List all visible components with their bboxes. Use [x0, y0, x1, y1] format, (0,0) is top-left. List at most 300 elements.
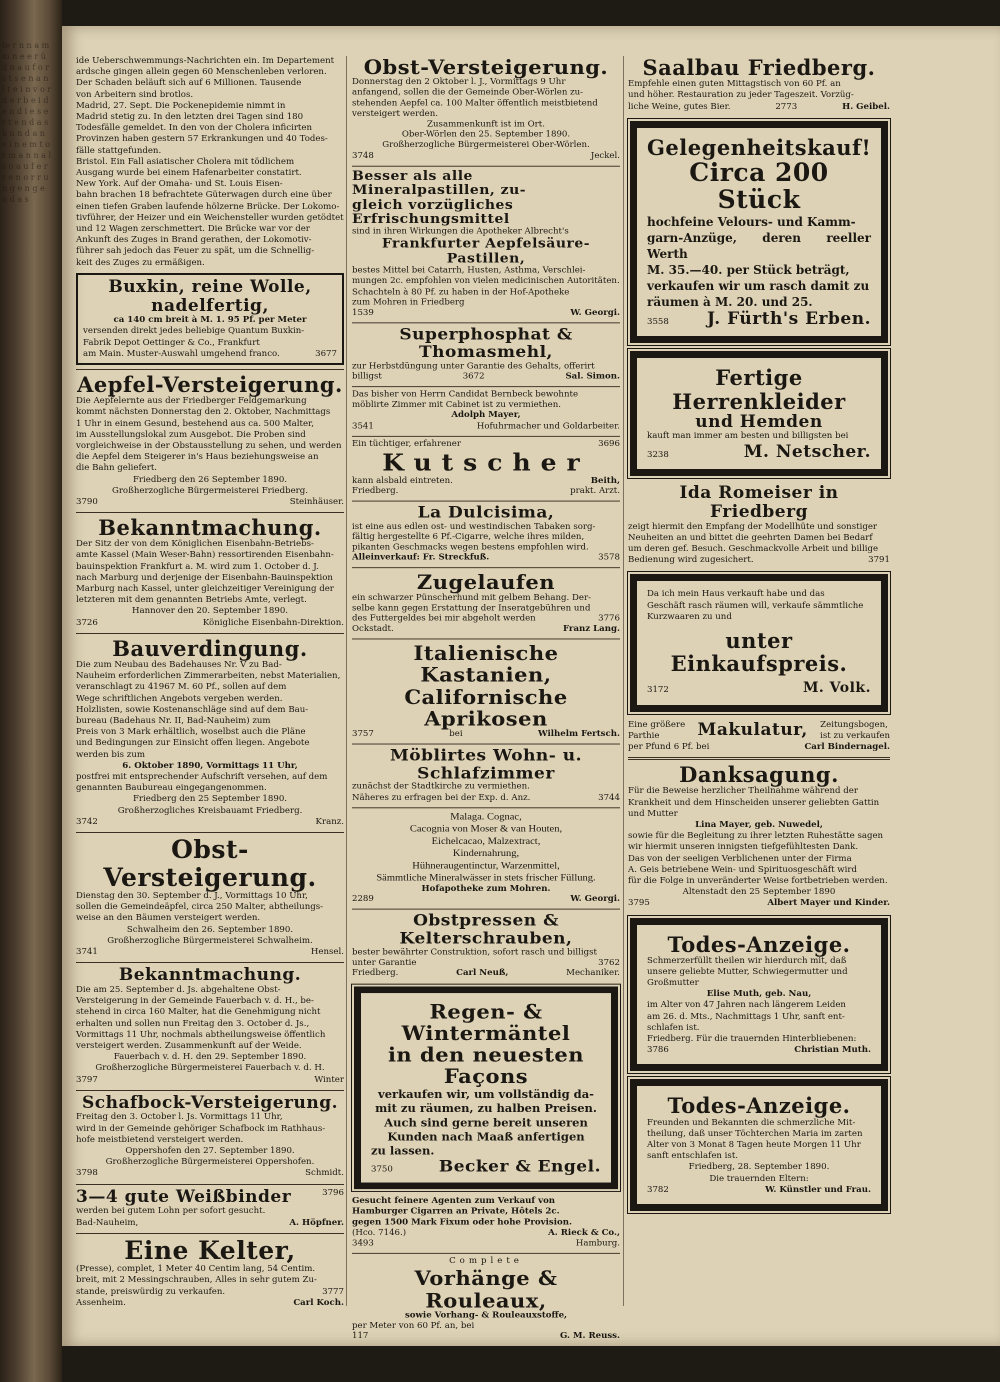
- aepfel-ad: [76, 373, 344, 508]
- signature-line: [647, 681, 871, 696]
- text-line: genannten Baubureau eingegangenommen.: [76, 783, 267, 794]
- text-line: gleich vorzügliches Erfrischungsmittel: [352, 197, 514, 227]
- text-line: 1 Uhr in einem Gesund, bestehend aus ca. 500 Malter,: [76, 418, 314, 429]
- schafbock-heading: Schafbock-Versteigerung.: [81, 1092, 339, 1113]
- signature-line: [352, 958, 620, 969]
- text-line: Hofapotheke zum Mohren.: [421, 884, 551, 894]
- text-line: Großherzogliche Bürgermeisterei Friedberg.: [111, 485, 309, 496]
- text-line: Eichelcacao, Malzextract,: [431, 836, 541, 847]
- text-line: kann alsbald eintreten.: [352, 475, 453, 486]
- signature-line: [352, 625, 620, 636]
- text-line: ist eine aus edlen ost- und westindischen Tabaken sorg-: [352, 521, 596, 532]
- text-line: Lina Mayer, geb. Nuwedel,: [695, 819, 823, 830]
- divider: [352, 807, 620, 808]
- saalbau-ad: [628, 56, 890, 113]
- text-line: Madrid stetig zu. In den letzten drei Tagen sind 180: [76, 112, 304, 123]
- todesanzeige-ad-2: [630, 1079, 888, 1211]
- text-line: am 26. d. Mts., Nachmittags 1 Uhr, sanft ent-: [647, 1011, 845, 1022]
- text-line: werden bei gutem Lohn per sofort gesucht.: [76, 1206, 266, 1217]
- text-line: Sämmtliche Mineralwässer in stets frischer Füllung.: [376, 872, 596, 884]
- divider: [352, 744, 620, 745]
- text-line: Schmidt.: [305, 1168, 344, 1179]
- text-line: amte Kassel (Main Weser-Bahn) ressortirenden Eisenbahn-: [76, 550, 334, 561]
- text-line: Bedienung wird zugesichert.: [628, 555, 754, 566]
- text-line: Ober-Wörlen den 25. September 1890.: [401, 130, 571, 140]
- divider: [76, 512, 344, 513]
- text-line: Friedberg den 26 September 1890.: [132, 474, 288, 485]
- text-line: Kunden nach Maaß anfertigen: [387, 1129, 585, 1143]
- signature-line: [628, 102, 890, 113]
- divider: [352, 501, 620, 502]
- text-line: Eine größere: [628, 719, 686, 730]
- text-line: billigst: [352, 371, 382, 382]
- text-line: Kranz.: [315, 816, 344, 827]
- text-line: A. Geis betriebene Wein- und Spirituosgeschäft wird: [628, 864, 857, 875]
- text-line: selbe kann gegen Erstattung der Inseratgebühren und: [352, 603, 591, 613]
- todesanzeige-ad: [630, 918, 888, 1072]
- signature-line: [76, 497, 344, 508]
- signature-line: [352, 969, 620, 980]
- text-line: sowie Vorhang- & Rouleauxstoffe,: [404, 1310, 568, 1321]
- zugelaufen-ad: [352, 571, 620, 635]
- text-line: Circa 200 Stück: [689, 157, 829, 215]
- text-line: Beith,: [590, 475, 620, 486]
- signature-line: [76, 1188, 344, 1207]
- signature-line: [371, 1158, 601, 1176]
- signature-line: [352, 614, 620, 625]
- text-line: liche Weine, gutes Bier.: [628, 101, 731, 112]
- text-line: 2289: [352, 894, 374, 904]
- danksagung-ad: [628, 763, 890, 909]
- divider: [76, 962, 344, 963]
- superphosphat-ad: [352, 326, 620, 382]
- text-line: Besser als alle Mineralpastillen, zu-: [352, 168, 527, 198]
- obstpressen-ad: [352, 913, 620, 980]
- text-line: einen tiefen Graben laufende hölzerne Brücke. Der Lokomo-: [76, 201, 340, 212]
- text-line: Carl Neuß,: [456, 968, 509, 978]
- text-line: sowie für die Begleitung zu ihrer letzten Ruhestätte sagen: [628, 831, 884, 842]
- text-line: stehenden Aepfel ca. 100 Malter öffentlich meistbietend: [352, 98, 598, 109]
- signature-line: [76, 1287, 344, 1298]
- spine-text: te r n n a m m n e e r ü d n a u f o r s t s e n a n l t e i n v o r d e r b e i d e n d i e s e r t e n d a s k u n d a n e i n e m t o r m a n n a l s o a u f e r r e n o r r u n g e n g e n d a s: [2, 41, 52, 204]
- signature-line: [352, 895, 620, 906]
- aepfel-heading: Aepfel-Versteigerung.: [77, 372, 343, 398]
- text-line: Kutscher: [382, 449, 590, 477]
- signature-line: [76, 947, 344, 958]
- text-line: breit, mit 2 Messingschrauben, Alles in sehr gutem Zu-: [76, 1275, 317, 1286]
- text-line: Albert Mayer und Kinder.: [767, 898, 890, 909]
- signature-line: [352, 151, 620, 162]
- text-line: Carl Koch.: [293, 1297, 344, 1308]
- text-line: 3776: [598, 614, 620, 624]
- divider: [352, 323, 620, 324]
- text-line: W. Georgi.: [570, 894, 620, 904]
- text-line: 3797: [76, 1074, 98, 1085]
- text-line: 3748: [352, 151, 374, 161]
- text-line: theilung, daß unser Töchterchen Maria im zarten: [647, 1128, 863, 1139]
- signature-line: [647, 1045, 871, 1056]
- text-line: räumen à M. 20. und 25.: [647, 294, 813, 309]
- text-line: prakt. Arzt.: [570, 486, 620, 496]
- signature-line: [647, 310, 871, 329]
- text-line: Die zum Neubau des Badehauses Nr. V zu Bad-: [76, 659, 282, 670]
- text-line: 3777: [322, 1286, 344, 1297]
- text-line: postfrei mit entsprechender Aufschrift versehen, auf dem: [76, 772, 328, 783]
- text-line: weise an den Bäumen versteigert werden.: [76, 913, 261, 924]
- text-line: Auch sind gerne bereit unseren: [384, 1115, 588, 1129]
- text-line: Preis von 3 Mark erhältlich, woselbst auch die Pläne: [76, 727, 306, 738]
- text-line: Fertige Herrenkleider: [672, 365, 846, 414]
- text-line: keit des Zuges zu ermäßigen.: [76, 257, 205, 268]
- text-line: Alter von 3 Monat 8 Tagen heute Morgen 11 Uhr: [647, 1139, 861, 1150]
- text-line: wird in der Gemeinde gehöriger Schafbock im Rathhaus-: [76, 1123, 326, 1134]
- divider: [352, 386, 620, 387]
- buckskin-ad: [76, 273, 344, 365]
- text-line: 117: [352, 1331, 369, 1342]
- text-line: Regen- & Wintermäntel: [401, 999, 571, 1045]
- text-line: Großherzogliche Bürgermeisterei Oppershofen.: [105, 1157, 315, 1168]
- text-line: Schmerzerfüllt theilen wir hierdurch mit, daß: [647, 955, 847, 966]
- text-line: Parthie: [628, 730, 660, 741]
- signature-line: [76, 1075, 344, 1086]
- text-line: 3238: [647, 450, 669, 461]
- text-line: werden bis zum: [76, 749, 146, 760]
- buckskin-heading: Buxkin, reine Wolle, nadelfertig,: [108, 276, 312, 316]
- text-line: Nauheim erforderlichen Zimmerarbeiten, nebst Materialien,: [76, 671, 341, 682]
- text-line: Der Schaden beläuft sich auf 6 Millionen. Tausende: [76, 78, 302, 89]
- text-line: des Futtergeldes bei mir abgeholt werden: [352, 614, 536, 624]
- obst-ober-woerlen-ad: [352, 56, 620, 162]
- text-line: kommt nächsten Donnerstag den 2. Oktober, Nachmittags: [76, 407, 331, 418]
- text-line: Cacognia von Moser & van Houten,: [409, 823, 563, 835]
- book-spine: [0, 0, 62, 1382]
- text-line: Großmutter: [647, 978, 699, 989]
- text-line: Italienische Kastanien,: [413, 641, 559, 687]
- text-line: Zusammenkunft ist im Ort.: [427, 119, 545, 130]
- signature-line: [352, 1332, 620, 1343]
- text-line: Marburg nach Kassel, unter gleichzeitiger Vereinigung der: [76, 584, 334, 595]
- text-line: M. Volk.: [802, 680, 871, 697]
- text-line: Zugelaufen: [416, 570, 556, 594]
- column-rule: [623, 56, 624, 1306]
- text-line: versenden direkt jedes beliebige Quantum Buxkin-: [83, 326, 305, 337]
- text-line: Friedberg, 28. September 1890.: [688, 1162, 830, 1173]
- text-line: bester bewährter Construktion, sofort rasch und billigst: [352, 947, 597, 957]
- text-line: New York. Auf der Omaha- und St. Louis Eisen-: [76, 179, 283, 190]
- text-line: H. Geibel.: [842, 101, 890, 112]
- signature-line: [352, 476, 620, 487]
- text-line: W. Georgi.: [570, 308, 620, 318]
- text-line: Ockstadt.: [352, 624, 394, 634]
- text-line: Ankunft des Zuges in Brand gerathen, der Lokomotiv-: [76, 235, 312, 246]
- text-line: veranschlagt zu 41967 M. 60 Pf., sollen auf dem: [76, 682, 287, 693]
- text-line: ide Ueberschwemmungs-Nachrichten ein. Im Departement: [76, 56, 335, 66]
- text-line: (Presse), complet, 1 Meter 40 Centim lang, 54 Centim.: [76, 1264, 316, 1275]
- text-line: Friedberg.: [352, 486, 399, 496]
- text-line: Großherzogliches Kreisbauamt Friedberg.: [117, 805, 303, 816]
- text-line: Das bisher von Herrn Candidat Bernbeck bewohnte: [352, 389, 579, 400]
- text-line: Dienstag den 30. September d. J., Vormittags 10 Uhr,: [76, 891, 308, 902]
- text-line: J. Fürth's Erben.: [707, 308, 871, 329]
- text-line: 3762: [598, 958, 620, 968]
- text-line: Christian Muth.: [794, 1045, 871, 1056]
- text-line: Möblirtes Wohn- u. Schlafzimmer: [389, 746, 583, 783]
- text-line: Superphosphat & Thomasmehl,: [399, 325, 573, 362]
- text-line: Wege schriftlichen Angebots vergeben werden.: [76, 693, 283, 704]
- text-line: Donnerstag den 2 Oktober l. J., Vormittags 9 Uhr: [352, 77, 566, 88]
- text-line: versteigert werden.: [352, 109, 439, 119]
- text-line: Bad-Nauheim,: [76, 1217, 139, 1228]
- text-line: Näheres zu erfragen bei der Exp. d. Anz.: [352, 792, 531, 803]
- signature-line: [352, 486, 620, 497]
- text-line: per Pfund 6 Pf. bei: [628, 742, 710, 753]
- divider: [76, 1233, 344, 1234]
- text-line: möblirte Zimmer mit Cabinet ist zu vermiethen.: [352, 400, 561, 410]
- text-line: Friedberg.: [352, 968, 399, 978]
- pastillen-ad: [352, 169, 620, 319]
- text-line: 3672: [462, 371, 485, 382]
- text-line: um deren gef. Besuch. Geschmackvolle Arbeit und billige: [628, 544, 879, 555]
- agenten-ad: [352, 1197, 620, 1250]
- divider: [628, 757, 890, 760]
- text-line: Jeckel.: [590, 151, 620, 161]
- text-line: bei: [449, 729, 463, 739]
- text-line: unter Einkaufspreis.: [670, 628, 848, 677]
- text-line: 2773: [775, 101, 798, 112]
- text-line: Todes-Anzeige.: [667, 931, 851, 957]
- vorhaenge-ad: [352, 1257, 620, 1342]
- signature-line: [352, 422, 620, 433]
- signature-line: [647, 443, 871, 462]
- text-line: Großherzogliche Bürgermeisterei Ober-Wörlen.: [382, 140, 590, 151]
- text-line: Frankfurter Aepfelsäure-Pastillen,: [381, 236, 591, 266]
- kelter-heading: Eine Kelter,: [124, 1235, 296, 1265]
- bauverdingung-heading: Bauverdingung.: [112, 635, 308, 661]
- text-line: zunächst der Stadtkirche zu vermiethen.: [352, 782, 530, 792]
- text-line: 3795: [628, 898, 650, 909]
- text-line: stehend in circa 160 Malter, hat die Genehmigung nicht: [76, 1007, 321, 1018]
- divider: [352, 568, 620, 569]
- text-line: Makulatur,: [697, 720, 808, 741]
- signature-line: [352, 372, 620, 383]
- divider: [76, 832, 344, 833]
- text-line: Empfehle einen guten Mittagstisch von 60 Pf. an: [628, 79, 841, 90]
- text-line: Provinzen haben gestern 57 Erkrankungen und 40 Todes-: [76, 134, 328, 145]
- signature-line: [76, 618, 344, 629]
- text-line: M. Netscher.: [743, 441, 871, 462]
- text-line: bauinspektion Frankfurt a. M. wird zum 1. October d. J.: [76, 561, 319, 572]
- malaga-ad: [352, 811, 620, 905]
- divider: [352, 165, 620, 166]
- text-line: 3493: [352, 1238, 374, 1249]
- einkaufspreis-ad: [630, 574, 888, 711]
- text-line: Holzlisten, sowie Kostenanschläge sind auf dem Bau-: [76, 704, 309, 715]
- divider: [76, 369, 344, 370]
- obst-heading: Obst-Versteigerung.: [103, 835, 317, 892]
- text-line: Die Aepfelernte aus der Friedberger Feldgemarkung: [76, 396, 307, 407]
- text-line: und 12 Wagen zerschmettert. Die Brücke war vor der: [76, 224, 310, 235]
- column-left: [76, 56, 344, 1313]
- text-line: Großherzogliche Bürgermeisterei Schwalheim.: [107, 935, 313, 946]
- column-rule: [346, 56, 347, 1306]
- bekanntmachung-fauerbach-ad: [76, 966, 344, 1086]
- text-line: 3798: [76, 1168, 98, 1179]
- text-line: Gesucht feinere Agenten zum Verkauf von: [352, 1196, 556, 1207]
- text-line: hochfeine Velours- und Kamm-: [647, 214, 856, 229]
- text-line: bestes Mittel bei Catarrh, Husten, Asthma, Verschlei-: [352, 266, 586, 276]
- text-line: Steinhäuser.: [289, 496, 344, 507]
- text-line: Obstpressen & Kelterschrauben,: [399, 911, 573, 948]
- text-line: versteigert werden. Zusammenkunft auf der Weide.: [76, 1040, 302, 1051]
- text-line: Die trauernden Eltern:: [709, 1173, 809, 1184]
- text-line: 3541: [352, 421, 374, 431]
- signature-line: [628, 898, 890, 909]
- divider: [352, 436, 620, 437]
- text-line: Madrid, 27. Sept. Die Pockenepidemie nimmt in: [76, 100, 286, 111]
- text-line: (Hco. 7146.): [352, 1228, 407, 1238]
- text-line: Assenheim.: [76, 1297, 126, 1308]
- signature-line: [352, 1228, 620, 1239]
- column-right: [628, 56, 890, 1219]
- text-line: 3172: [647, 685, 669, 696]
- text-line: fältig hergestellte 6 Pf.-Cigarre, welche ihres milden,: [352, 532, 585, 542]
- signature-line: [352, 308, 620, 319]
- text-line: Alleinverkauf: Fr. Streckfuß.: [352, 553, 490, 563]
- romeiser-ad: [628, 484, 890, 566]
- text-line: Großherzogliche Bürgermeisterei Fauerbach v. d. H.: [95, 1063, 325, 1074]
- text-line: Sal. Simon.: [565, 371, 620, 382]
- text-line: Todes-Anzeige.: [667, 1093, 851, 1119]
- signature-line: [76, 1298, 344, 1309]
- text-line: tivführer, der Heizer und ein Weichensteller wurden getödtet: [76, 212, 344, 223]
- signature-line: [352, 1239, 620, 1250]
- text-line: unsere geliebte Mutter, Schwiegermutter und: [647, 966, 848, 977]
- text-line: ist zu verkaufen: [820, 730, 890, 741]
- zimmer-ad: [352, 390, 620, 432]
- text-line: 3796: [322, 1187, 344, 1198]
- obst-heading: Obst-Versteigerung.: [363, 55, 609, 79]
- text-line: Fabrik Depot Oettinger & Co., Frankfurt: [83, 337, 260, 348]
- text-line: Geschäft rasch räumen will, verkaufe sämmtliche: [647, 600, 864, 611]
- text-line: 3790: [76, 496, 98, 507]
- signature-line: [76, 1218, 344, 1229]
- text-line: Adolph Mayer,: [451, 411, 521, 421]
- text-line: per Meter von 60 Pf. an, bei: [352, 1321, 475, 1331]
- text-line: sollen die Gemeindeäpfel, circa 250 Malter, abtheilungs-: [76, 902, 324, 913]
- text-line: 3744: [598, 792, 620, 803]
- kastanien-ad: [352, 643, 620, 740]
- text-line: sind in ihren Wirkungen die Apotheker Albrecht's: [352, 226, 569, 237]
- text-line: Da ich mein Haus verkauft habe und das: [647, 589, 825, 600]
- text-line: zum Mohren in Friedberg: [352, 297, 465, 308]
- gelegenheitskauf-ad: [630, 121, 888, 344]
- text-line: am Main. Muster-Auswahl umgehend franco.: [83, 348, 280, 359]
- text-line: Ausgang wurde bei einem Hafenarbeiter constatirt.: [76, 168, 302, 179]
- text-line: 3726: [76, 617, 98, 628]
- text-line: sanft entschlafen ist.: [647, 1151, 739, 1162]
- text-line: Hamburger Cigarren an Private, Hôtels 2c.: [352, 1207, 560, 1217]
- text-line: Todesfälle gemeldet. In den von der Cholera inficirten: [76, 123, 313, 134]
- text-line: Gelegenheitskauf!: [647, 134, 872, 160]
- text-line: Saalbau Friedberg.: [642, 55, 876, 80]
- divider: [352, 909, 620, 910]
- text-line: Fauerbach v. d. H. den 29. September 1890.: [113, 1052, 307, 1063]
- text-line: Freitag den 3. October l. Js. Vormittags 11 Uhr,: [76, 1112, 283, 1123]
- text-line: gegen 1500 Mark Fixum oder hohe Provision.: [352, 1217, 572, 1228]
- divider: [352, 1253, 620, 1254]
- text-line: G. M. Reuss.: [559, 1331, 620, 1342]
- text-line: 3578: [598, 553, 620, 563]
- signature-line: [647, 1185, 871, 1196]
- text-line: 3757: [352, 729, 374, 739]
- text-line: Winter: [314, 1074, 344, 1085]
- text-line: Kurzwaaren zu und: [647, 611, 732, 622]
- text-line: Die am 25. September d. Js. abgehaltene Obst-: [76, 984, 281, 995]
- text-line: W. Künstler und Frau.: [765, 1184, 871, 1195]
- herrenkleider-ad: [630, 351, 888, 476]
- bauverdingung-ad: [76, 637, 344, 828]
- text-line: die Bahn geliefert.: [76, 463, 158, 474]
- wohnzimmer-ad: [352, 747, 620, 803]
- dulcisima-ad: [352, 504, 620, 564]
- text-line: Danksagung.: [679, 762, 839, 788]
- signature-line: [352, 729, 620, 740]
- column-middle: [352, 56, 620, 1346]
- text-line: mit zu räumen, zu halben Preisen.: [375, 1101, 597, 1115]
- divider: [76, 1184, 344, 1185]
- text-line: Oppershofen den 27. September 1890.: [125, 1146, 295, 1157]
- text-line: Mechaniker.: [566, 968, 620, 978]
- text-line: Complete: [449, 1256, 523, 1267]
- text-line: von Arbeitern sind brotlos.: [76, 89, 194, 100]
- text-line: Schwalheim den 26. September 1890.: [126, 924, 294, 935]
- text-line: Vorhänge & Rouleaux,: [414, 1266, 558, 1312]
- text-line: Carl Bindernagel.: [804, 742, 890, 753]
- text-line: hofe meistbietend versteigert werden.: [76, 1134, 244, 1145]
- text-line: Friedberg den 25 September 1890.: [132, 794, 288, 805]
- signature-line: [352, 553, 620, 564]
- text-line: bureau (Badehaus Nr. II, Bad-Nauheim) zum: [76, 716, 271, 726]
- text-line: Ida Romeiser in Friedberg: [679, 483, 839, 522]
- text-line: Krankheit und dem Hinscheiden unserer geliebten Gattin: [628, 797, 880, 808]
- signature-line: [76, 1168, 344, 1179]
- text-line: 3741: [76, 947, 98, 958]
- kelter-ad: [76, 1237, 344, 1309]
- text-line: im Alter von 47 Jahren nach längerem Leiden: [647, 1000, 846, 1011]
- divider: [352, 639, 620, 640]
- maentel-ad: [354, 987, 618, 1190]
- text-line: und Hemden: [695, 411, 823, 432]
- text-line: garn-Anzüge, deren reeller Werth: [647, 230, 871, 261]
- text-line: letzteren mit dem genannten Betriebs Amte, verlegt.: [76, 595, 307, 606]
- text-line: stande, preiswürdig zu verkaufen.: [76, 1286, 226, 1297]
- text-line: ca 140 cm breit à M. 1. 95 Pf. per Meter: [113, 315, 307, 326]
- text-line: kauft man immer am besten und billigsten bei: [647, 431, 849, 442]
- text-line: Franz Lang.: [562, 624, 620, 634]
- text-line: im Ausstellungslokal zum Ausgebot. Die Proben sind: [76, 429, 306, 440]
- kutscher-ad: [352, 440, 620, 497]
- text-line: mungen 2c. empfohlen von vielen medicinischen Autoritäten.: [352, 276, 620, 287]
- text-line: Altenstadt den 25 September 1890: [682, 887, 836, 898]
- signature-line: [628, 555, 890, 566]
- signature-line: [352, 793, 620, 804]
- text-line: anfangend, sollen die der Gemeinde Ober-Wörlen zu-: [352, 88, 584, 98]
- text-line: Wilhelm Fertsch.: [537, 729, 620, 739]
- text-line: Californische Aprikosen: [404, 685, 568, 731]
- schafbock-ad: [76, 1094, 344, 1180]
- text-line: Freunden und Bekannten die schmerzliche Mit-: [647, 1117, 856, 1128]
- signature-line: [76, 817, 344, 828]
